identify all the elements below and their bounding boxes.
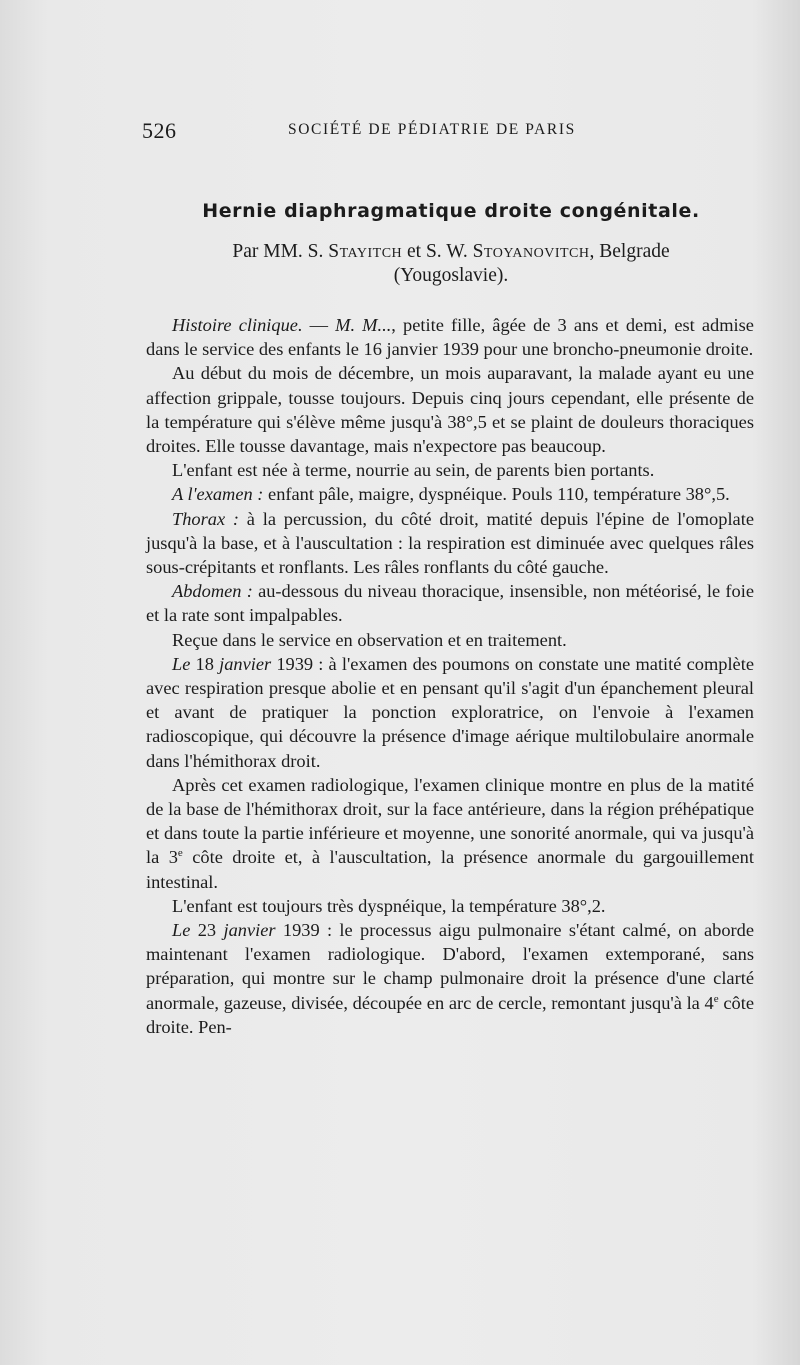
superscript: e (713, 992, 719, 1005)
paragraph-anamnesis: Au début du mois de décembre, un mois auparavant, la malade ayant eu une affection grippale, tousse toujours. Depuis cinq jours cependant, elle présente de la température qui s'élève même jusqu'à 38°,5 et se plaint de douleurs thoraciques droites. Elle tousse davantage, mais n'expectore pas beaucoup. (146, 363, 754, 457)
running-title: SOCIÉTÉ DE PÉDIATRIE DE PARIS (288, 121, 576, 138)
paragraph-text: 1939 : à l'examen des poumons on constate une matité complète avec respiration presque abolie et en pensant qu'il s'agit d'un épanchement pleural et avant de pratiquer la ponction exploratrice, on l'envoie à l'examen radioscopique, qui découvre la présence d'image aérique multilobulaire anormale dans l'hémithorax droit. (146, 653, 754, 771)
paragraph-examen (146, 482, 754, 506)
section-label: Abdomen : (172, 581, 253, 602)
byline-line-1 (140, 240, 762, 264)
paragraph-text: côte droite. Pen- (146, 992, 754, 1037)
paragraph-temperature: L'enfant est toujours très dyspnéique, la température 38°,2. (172, 895, 606, 916)
article-byline (140, 240, 762, 288)
author-1: Stayitch (328, 241, 403, 262)
paragraph-admission: Reçue dans le service en observation et en traitement. (172, 629, 567, 650)
byline-mid: et S. W. (402, 241, 473, 262)
paragraph-text: à la percussion, du côté droit, matité depuis l'épine de l'omoplate jusqu'à la base, et à l'auscultation : la respiration est diminuée avec quelques râles sous-crépitants et ronflants. Les râles ronflants du côté gauche. (146, 508, 754, 578)
date-number: 18 (190, 653, 220, 674)
paragraph-histoire-clinique (146, 313, 754, 361)
date-label: Le (172, 920, 191, 941)
paragraph-radiology-followup (146, 773, 754, 894)
date-label: Le (172, 653, 191, 674)
section-label: A l'examen : (172, 484, 264, 505)
date-number: 23 (190, 920, 224, 941)
paragraph-text: 1939 : le processus aigu pulmonaire s'étant calmé, on aborde maintenant l'examen radiologique. D'abord, l'examen extemporané, sans préparation, qui montre sur le champ pulmonaire droit la présence d'une clarté anormale, gazeuse, divisée, découpée en arc de cercle, remontant jusqu'à la 4 (146, 920, 754, 1013)
paragraph-text: Après cet examen radiologique, l'examen clinique montre en plus de la matité de la base de l'hémithorax droit, sur la face antérieure, dans la région préhépatique et dans toute la partie inférieure et moyenne, une sonorité anormale, qui va jusqu'à la 3 (146, 774, 754, 868)
paragraph-birth: L'enfant est née à terme, nourrie au sein, de parents bien portants. (172, 460, 655, 481)
section-label: Histoire clinique. (172, 315, 303, 335)
paragraph-text: enfant pâle, maigre, dyspnéique. Pouls 110, température 38°,5. (263, 484, 730, 505)
paragraph-text: , petite fille, âgée de 3 ans et demi, est admise dans le service des enfants le 16 janvier 1939 pour une broncho-pneumonie droite. (146, 315, 754, 360)
article-title: Hernie diaphragmatique droite congénitale. (202, 200, 700, 222)
paragraph-18-janvier (146, 652, 754, 773)
paragraph-23-janvier (146, 918, 754, 1039)
paragraph-thorax (146, 507, 754, 580)
article-body (146, 313, 754, 1039)
dash: — (302, 315, 336, 335)
date-month: janvier (219, 653, 272, 674)
superscript: e (177, 847, 183, 860)
section-label: Thorax : (172, 508, 240, 529)
byline-suffix: , Belgrade (589, 241, 670, 262)
paragraph-text: côte droite et, à l'auscultation, la présence anormale du gargouillement intestinal. (146, 847, 754, 892)
date-month: janvier (223, 920, 276, 941)
patient-initials: M. M... (335, 315, 392, 335)
paragraph-abdomen (146, 579, 754, 627)
byline-prefix: Par MM. S. (232, 241, 329, 262)
byline-line-2: (Yougoslavie). (393, 265, 509, 286)
author-2: Stoyanovitch (472, 241, 590, 262)
page-header (142, 118, 762, 148)
page-number: 526 (142, 118, 177, 143)
paragraph-text: au-dessous du niveau thoracique, insensible, non météorisé, le foie et la rate sont impalpables. (146, 581, 754, 626)
